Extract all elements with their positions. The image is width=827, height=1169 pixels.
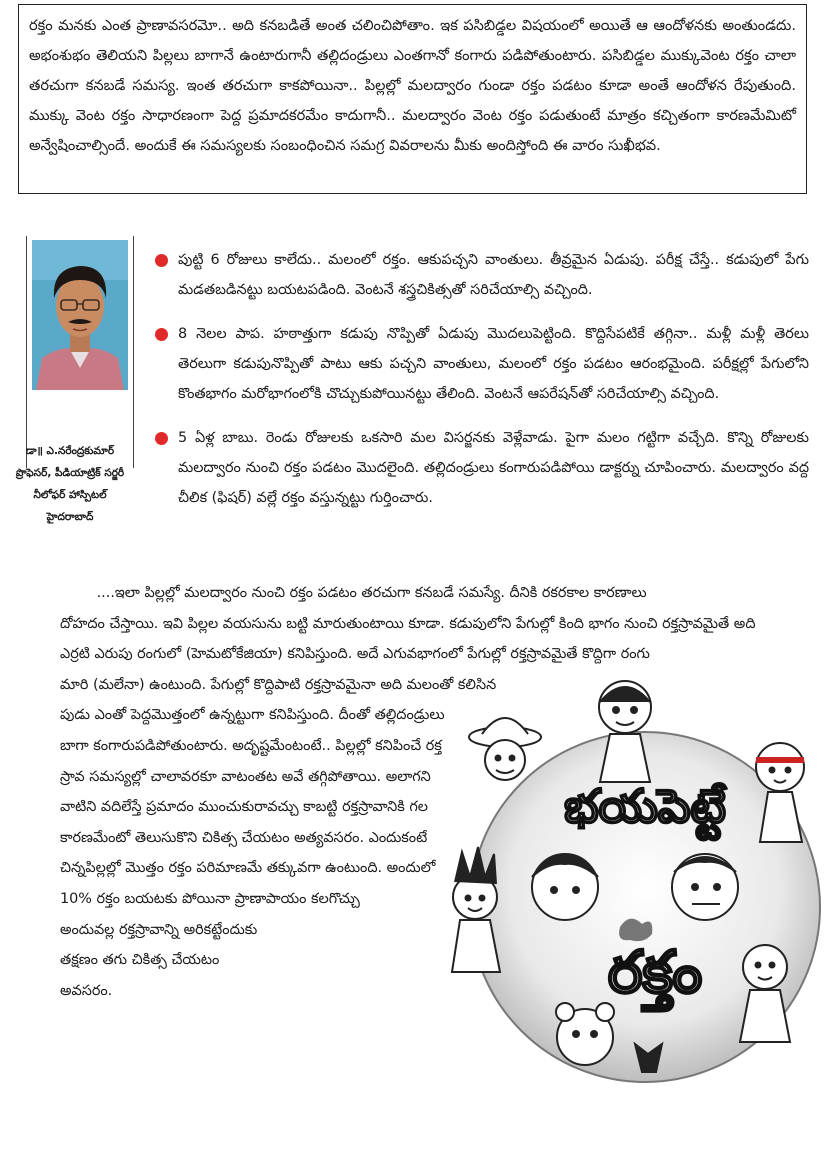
doctor-photo-frame bbox=[26, 236, 134, 468]
illustration-title-bottom: రక్తం bbox=[607, 938, 703, 1006]
case-item bbox=[152, 423, 809, 513]
case-list bbox=[152, 245, 809, 527]
text-line: మారి (మలేనా) ఉంటుంది. పేగుల్లో కొద్దిపాటి రక్తస్రావమైనా అది మలంతో కలిసిన bbox=[60, 676, 497, 693]
intro-box bbox=[18, 4, 807, 194]
case-item bbox=[152, 319, 809, 409]
case-text: పుట్టి 6 రోజులు కాలేదు.. మలంలో రక్తం. ఆకుపచ్చని వాంతులు. తీవ్రమైన ఏడుపు. పరీక్ష చేస్తే.. కడుపులో పేగు మడతబడినట్టు బయటపడింది. వెంటనే శస్త్రచికిత్సతో సరిచేయాల్సి వచ్చింది. bbox=[178, 252, 809, 298]
doctor-name: డా॥ ఎ.నరేంద్రకుమార్ bbox=[25, 445, 115, 457]
text-line: తక్షణం తగు చికిత్స చేయటం bbox=[60, 952, 220, 969]
text-line: అవసరం. bbox=[60, 982, 113, 999]
case-text: 8 నెలల పాప. హఠాత్తుగా కడుపు నొప్పితో ఏడుపు మొదలుపెట్టింది. కొద్దిసేపటికే తగ్గినా.. మళ్లీ మళ్లీ తెరలు తెరలుగా కడుపునొప్పితో పాటు ఆకు పచ్చని వాంతులు, మలంలో రక్తం పడటం ఆరంభమైంది. పరీక్షల్లో పేగులోని కొంతభాగం మరోభాగంలోకి చొచ్చుకుపోయినట్టు తేలింది. వెంటనే ఆపరేషన్‌తో సరిచేయాల్సి వచ్చింది. bbox=[178, 326, 809, 402]
intro-paragraph: రక్తం మనకు ఎంత ప్రాణావసరమో.. అది కనబడితే అంత చలించిపోతాం. ఇక పసిబిడ్డల విషయంలో అయితే ఆ ఆందోళనకు అంతుండదు. అభంశుభం తెలియని పిల్లలు బాగానే ఉంటారుగానీ తల్లిదండ్రులు ఎంతగానో కంగారు పడిపోతుంటారు. పసిబిడ్డల ముక్కువెంట రక్తం చాలా తరచుగా కనబడే సమస్య. ఇంత తరచుగా కాకపోయినా.. పిల్లల్లో మలద్వారం గుండా రక్తం పడటం కూడా అంతే ఆందోళన రేపుతుంది. ముక్కు వెంట రక్తం సాధారణంగా పెద్ద ప్రమాదకరమేం కాదుగానీ.. మలద్వారం వెంట రక్తం పడుతుంటే మాత్రం కచ్చితంగా కారణమేమిటో అన్వేషించాల్సిందే. అందుకే ఈ సమస్యలకు సంబంధించిన సమగ్ర వివరాలను మీకు అందిస్తోంది ఈ వారం సుఖీభవ. bbox=[29, 17, 796, 154]
red-bullet-icon bbox=[155, 432, 168, 445]
text-line: పుడు ఎంతో పెద్దమొత్తంలో ఉన్నట్టుగా కనిపిస్తుంది. దీంతో తల్లిదండ్రులు bbox=[60, 707, 445, 724]
doctor-title: ప్రొఫెసర్, పీడియాట్రిక్ సర్జరీ bbox=[15, 467, 125, 479]
illustration-title-top: భయపెట్టే bbox=[564, 779, 726, 833]
text-line: బాగా కంగారుపడిపోతుంటారు. అదృష్టమేంటంటే.. పిల్లల్లో కనిపించే రక్త bbox=[60, 737, 442, 754]
doctor-city: హైదరాబాద్ bbox=[46, 511, 94, 523]
red-bullet-icon bbox=[155, 254, 168, 267]
text-line: స్రావ సమస్యల్లో చాలావరకూ వాటంతట అవే తగ్గిపోతాయి. అలాగని bbox=[60, 768, 431, 785]
doctor-caption bbox=[0, 440, 140, 528]
case-item bbox=[152, 245, 809, 305]
text-line: దోహదం చేస్తాయి. ఇవి పిల్లల వయసును బట్టి మారుతుంటాయి కూడా. కడుపులోని పేగుల్లో కింది భాగం నుంచి రక్తస్రావమైతే అది bbox=[60, 615, 756, 632]
red-bullet-icon bbox=[155, 328, 168, 341]
text-line: ఎర్రటి ఎరుపు రంగులో (హెమటోకేజియా) కనిపిస్తుంది. అదే ఎగువభాగంలో పేగుల్లో రక్తస్రావమైతే కొద్దిగా రంగు bbox=[60, 646, 650, 663]
doctor-portrait-image bbox=[32, 240, 128, 390]
text-line: చిన్నపిల్లల్లో మొత్తం రక్తం పరిమాణమే తక్కువగా ఉంటుంది. అందులో bbox=[60, 860, 436, 877]
case-text: 5 ఏళ్ల బాబు. రెండు రోజులకు ఒకసారి మల విసర్జనకు వెళ్లేవాడు. పైగా మలం గట్టిగా వచ్చేది. కొన్ని రోజులకు మలద్వారం నుంచి రక్తం పడటం మొదలైంది. తల్లిదండ్రులు కంగారుపడిపోయి డాక్టర్ను చూపించారు. మలద్వారం వద్ద చీలిక (ఫిషర్) వల్లే రక్తం వస్తున్నట్టు గుర్తించారు. bbox=[178, 430, 809, 506]
cartoon-illustration bbox=[430, 672, 825, 1102]
text-line: అందువల్ల రక్తస్రావాన్ని అరికట్టేందుకు bbox=[60, 921, 258, 938]
children-cartoon-image bbox=[430, 672, 825, 1102]
text-line: వాటిని వదిలేస్తే ప్రమాదం ముంచుకురావచ్చు కాబట్టి రక్తస్రావానికి గల bbox=[60, 799, 428, 816]
doctor-photo bbox=[32, 240, 128, 390]
text-line: కారణమేంటో తెలుసుకొని చికిత్స చేయటం అత్యవసరం. ఎందుకంటే bbox=[60, 829, 428, 846]
text-line: 10% రక్తం బయటకు పోయినా ప్రాణాపాయం కలగొచ్చు bbox=[60, 890, 360, 907]
doctor-hospital: నీలోఫర్ హాస్పిటల్ bbox=[33, 489, 107, 501]
text-line: ....ఇలా పిల్లల్లో మలద్వారం నుంచి రక్తం పడటం తరచుగా కనబడే సమస్యే. దీనికి రకరకాల కారణాలు bbox=[60, 585, 647, 601]
